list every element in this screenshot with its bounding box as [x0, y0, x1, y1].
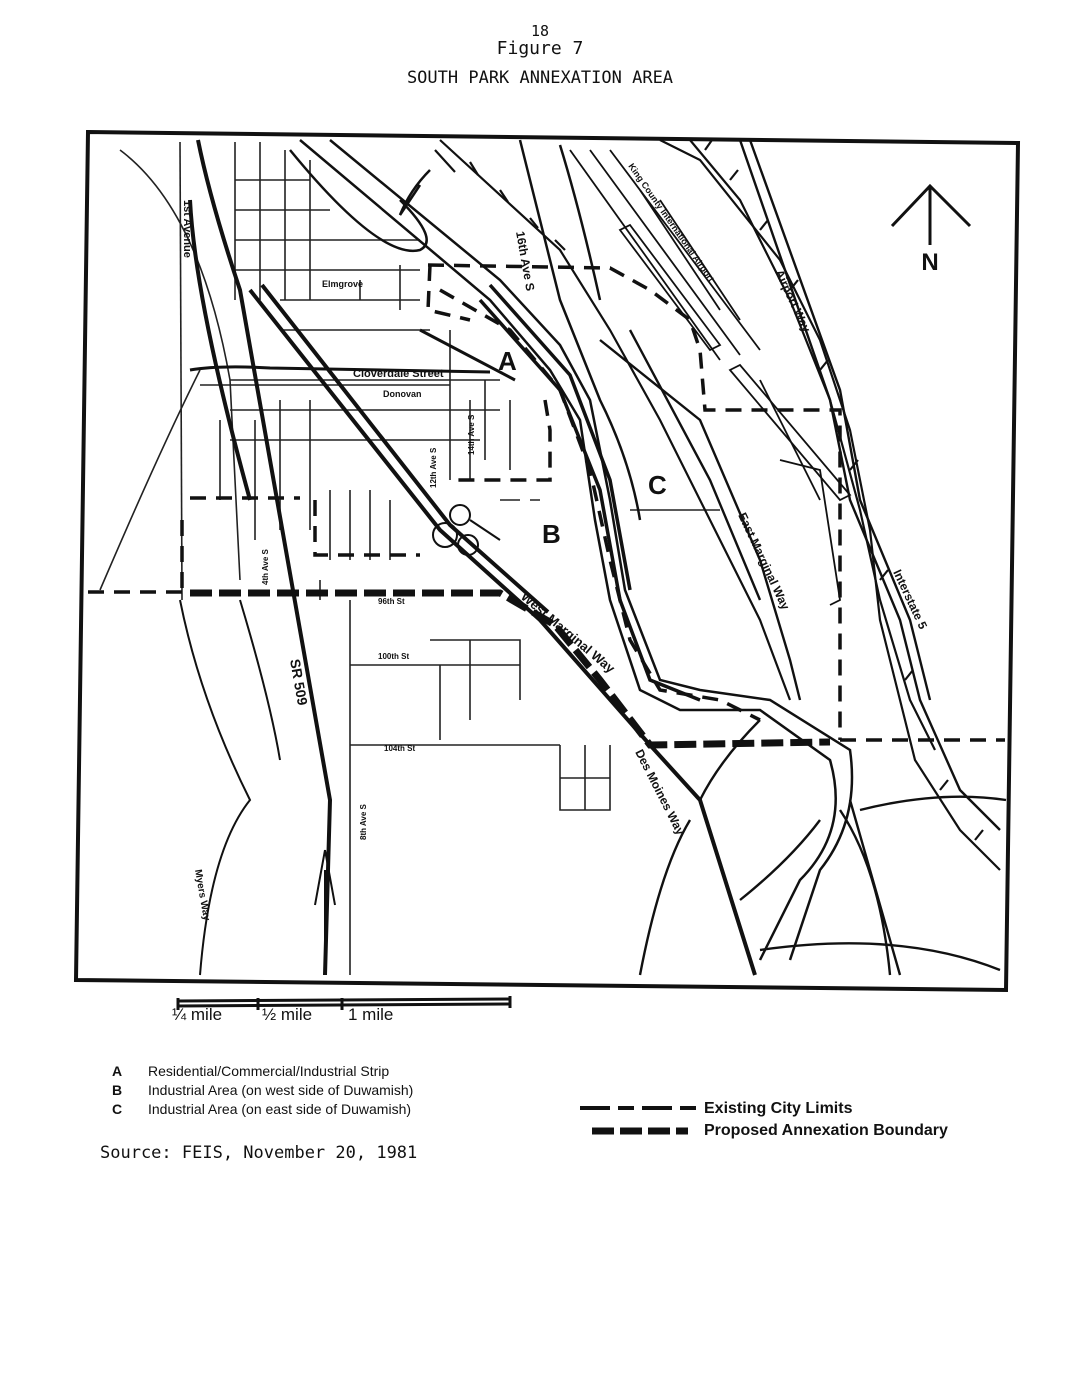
figure-title: SOUTH PARK ANNEXATION AREA: [406, 68, 674, 88]
legend-existing-city-limits: Existing City Limits: [704, 1100, 853, 1117]
duwamish-river: [290, 140, 852, 960]
scale-half-mile: ½ mile: [262, 1005, 313, 1024]
legend-key-b: B: [112, 1082, 123, 1098]
legend-item-b: [112, 1082, 413, 1098]
airport-runways: [570, 150, 850, 605]
existing-city-limits: [88, 265, 1005, 740]
label-east-marginal: East Marginal Way: [735, 510, 793, 612]
legend-key-lines: [580, 1108, 698, 1131]
north-label: N: [921, 249, 939, 276]
label-14th-ave: 14th Ave S: [467, 414, 476, 455]
legend-key-c: C: [112, 1101, 123, 1117]
label-des-moines: Des Moines Way: [632, 747, 688, 838]
label-8th-ave: 8th Ave S: [359, 804, 368, 840]
label-myers-way: Myers Way: [192, 868, 212, 922]
label-interstate-5: Interstate 5: [890, 567, 931, 632]
proposed-annexation-boundary: [190, 593, 830, 745]
north-arrow: [892, 186, 970, 245]
street-grid: [100, 142, 720, 975]
label-96th: 96th St: [378, 597, 405, 606]
label-4th-ave: 4th Ave S: [261, 549, 270, 585]
legend-item-a: [112, 1063, 389, 1079]
legend-key-a: A: [112, 1063, 123, 1079]
legend-text-c: Industrial Area (on east side of Duwamish): [148, 1101, 412, 1117]
area-label-a: A: [498, 346, 517, 376]
label-sr509: SR 509: [287, 657, 311, 707]
area-label-b: B: [542, 519, 561, 549]
legend-item-c: [112, 1101, 411, 1117]
label-elmgrove: Elmgrove: [322, 279, 364, 289]
legend-text-b: Industrial Area (on west side of Duwamish): [148, 1082, 414, 1098]
legend-proposed-boundary: Proposed Annexation Boundary: [704, 1122, 948, 1139]
label-donovan: Donovan: [383, 389, 422, 399]
scale-one-mile: 1 mile: [348, 1005, 394, 1024]
label-airport: King County International Airport: [626, 161, 717, 284]
label-100th: 100th St: [378, 652, 410, 661]
legend-text-a: Residential/Commercial/Industrial Strip: [148, 1063, 390, 1079]
scale-bar: [178, 996, 510, 1010]
scale-quarter-mile: ¼ mile: [172, 1005, 223, 1024]
area-label-c: C: [648, 470, 667, 500]
figure-label: Figure 7: [496, 38, 584, 59]
label-airport-way: Airport Way: [772, 267, 814, 335]
page-number: 18: [530, 22, 550, 40]
label-1st-avenue: 1st Avenue: [181, 200, 193, 258]
label-12th-ave: 12th Ave S: [429, 447, 438, 488]
label-104th: 104th St: [384, 744, 416, 753]
label-16th-ave: 16th Ave S: [513, 230, 538, 293]
label-cloverdale: Cloverdale Street: [353, 368, 444, 380]
source-note: Source: FEIS, November 20, 1981: [100, 1143, 418, 1163]
label-west-marginal: West Marginal Way: [518, 588, 618, 676]
